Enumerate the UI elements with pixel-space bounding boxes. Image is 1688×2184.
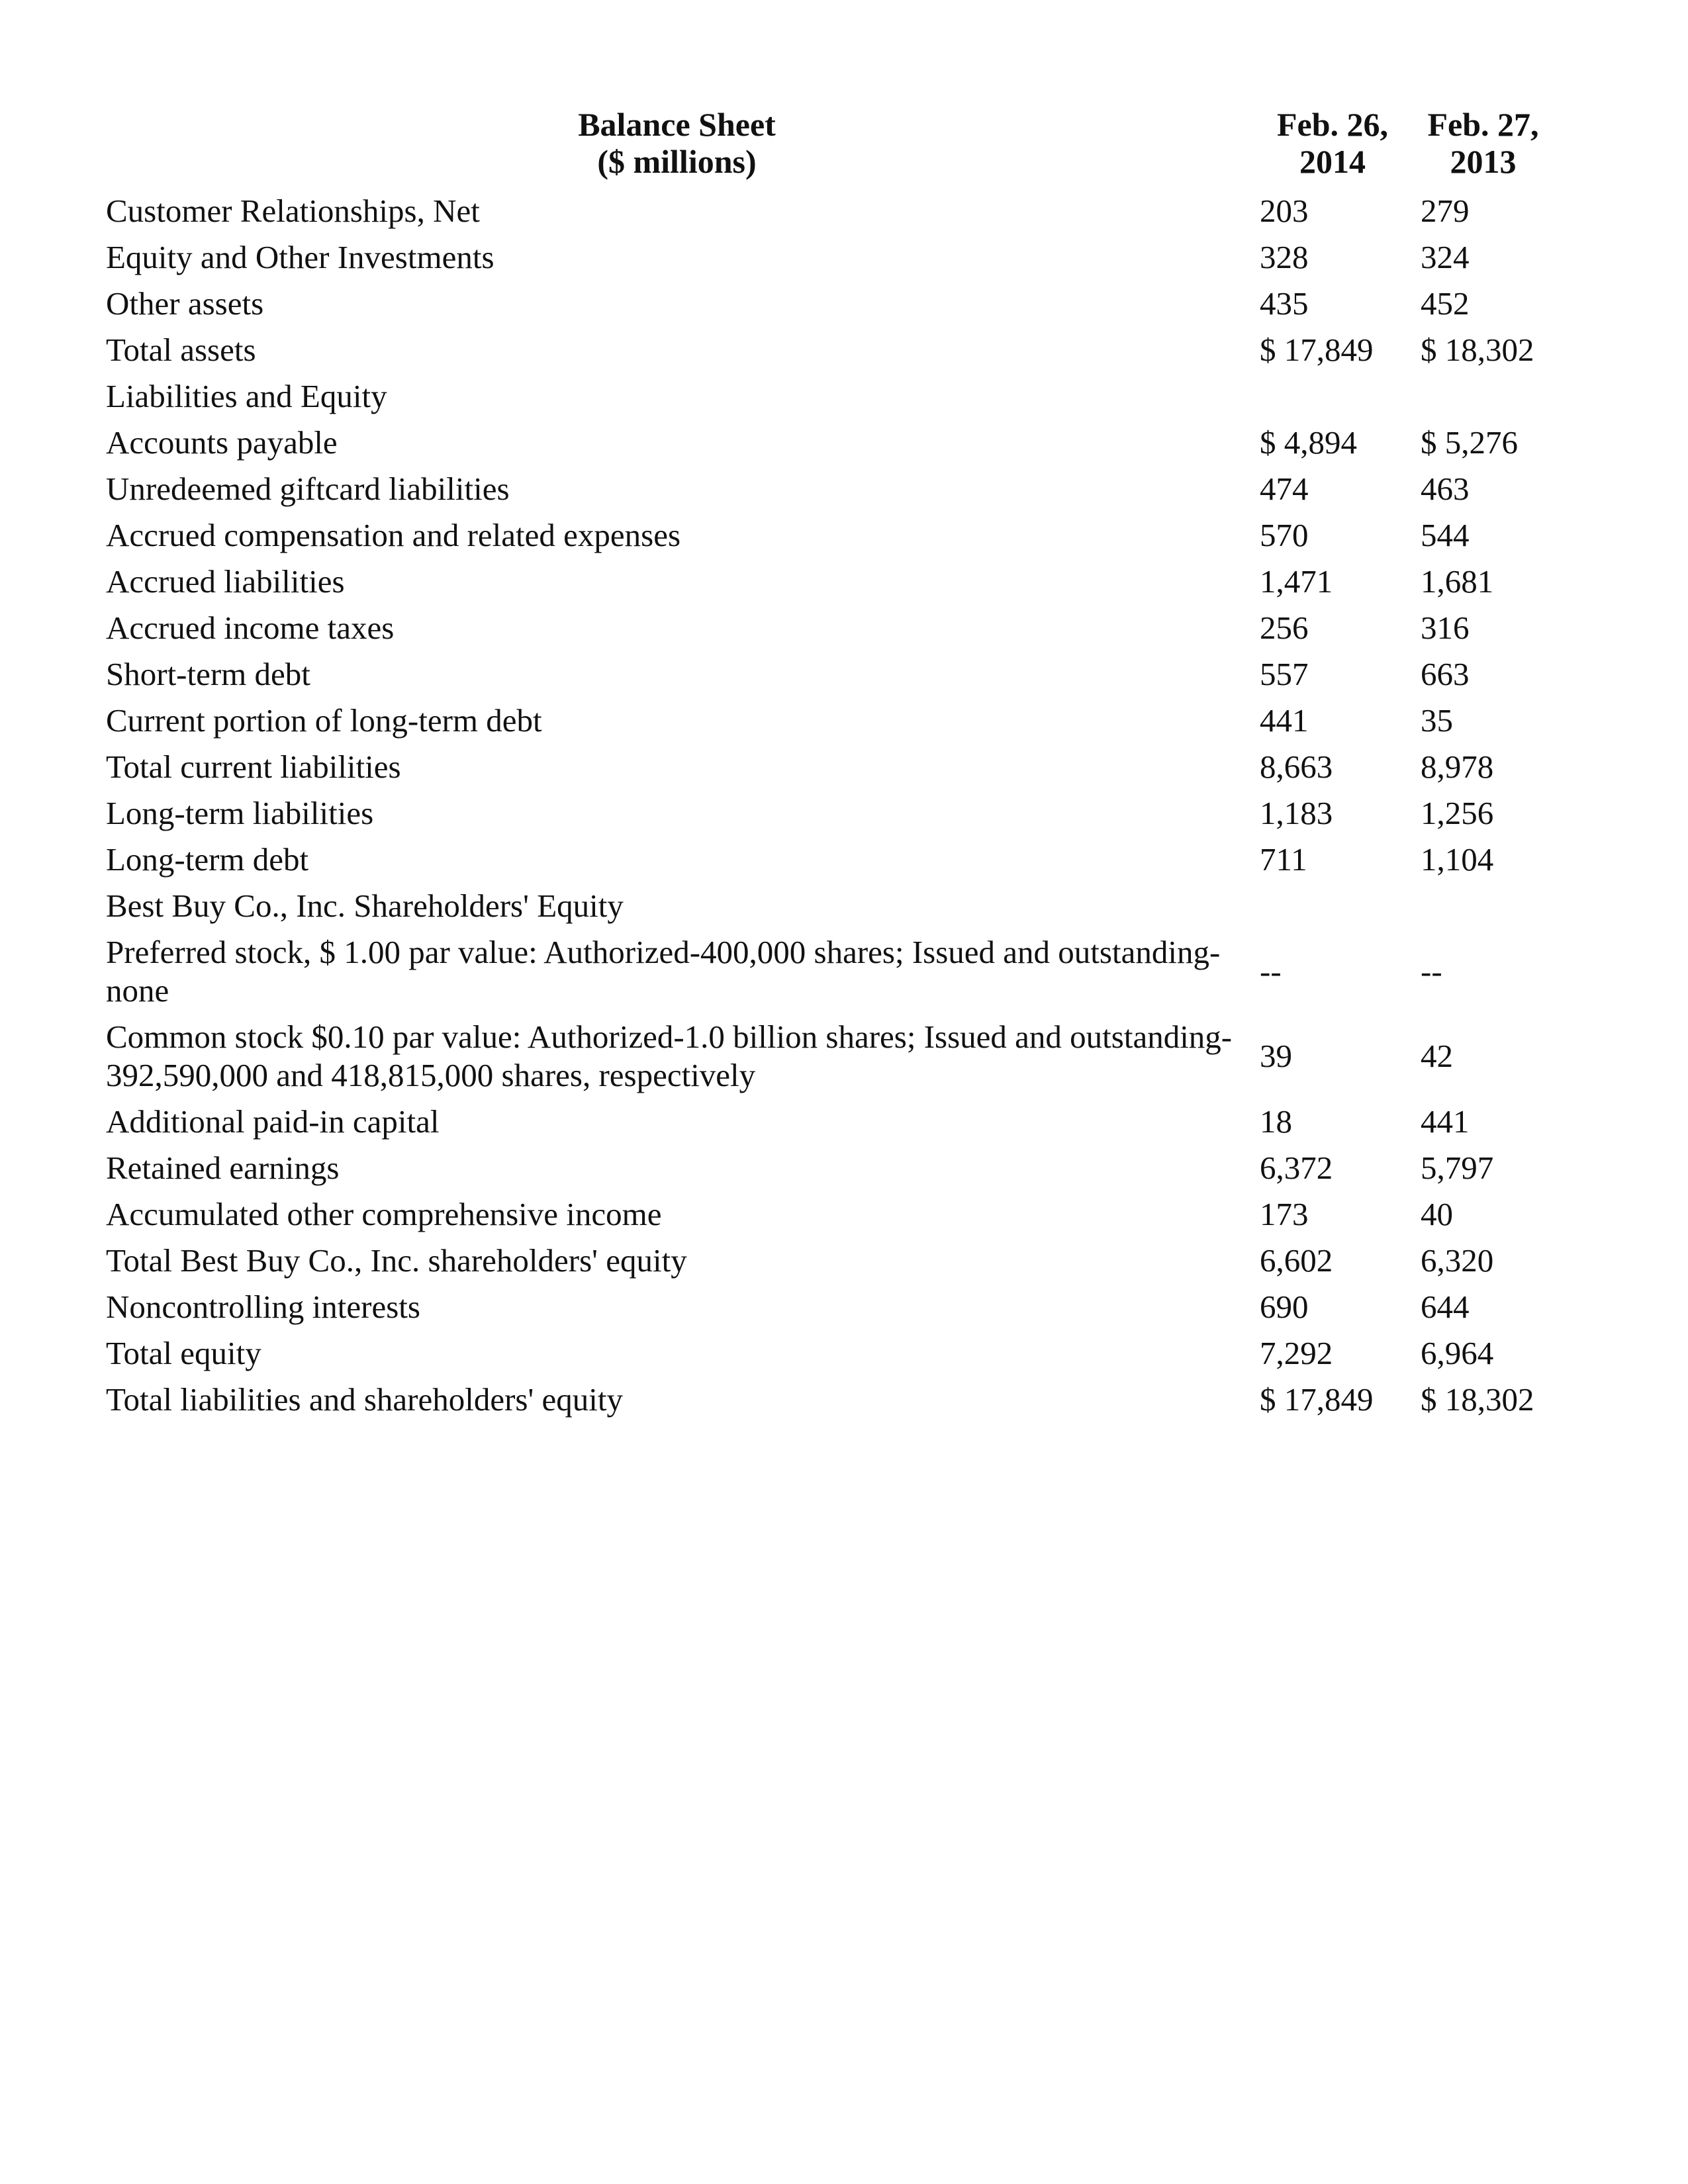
table-row [99, 837, 1556, 883]
value-2014: $ 17,849 [1260, 332, 1374, 368]
value-2013: $ 5,276 [1421, 424, 1518, 461]
row-label: Current portion of long-term debt [106, 702, 542, 739]
value-2013: 42 [1421, 1038, 1453, 1074]
value-2013: $ 18,302 [1421, 1381, 1534, 1418]
table-row [99, 790, 1556, 837]
value-2014: $ 17,849 [1260, 1381, 1374, 1418]
value-2013: 316 [1421, 610, 1470, 646]
value-2013: 279 [1421, 193, 1470, 229]
table-row [99, 420, 1556, 466]
value-2013: 1,256 [1421, 795, 1494, 831]
balance-sheet-table [99, 106, 1556, 1423]
row-label: Additional paid-in capital [106, 1103, 440, 1140]
row-label: Accumulated other comprehensive income [106, 1196, 662, 1232]
row-label: Total assets [106, 332, 256, 368]
value-2014: 1,471 [1260, 563, 1333, 600]
title: Balance Sheet [578, 106, 776, 143]
value-2013: 452 [1421, 285, 1470, 322]
table-row [99, 327, 1556, 373]
table-row [99, 883, 1556, 929]
value-2013: 544 [1421, 517, 1470, 553]
row-label: Short-term debt [106, 656, 310, 692]
value-2014: 256 [1260, 610, 1309, 646]
row-label: Accrued income taxes [106, 610, 395, 646]
row-label: Total current liabilities [106, 749, 401, 785]
table-row [99, 744, 1556, 790]
table-row [99, 1014, 1556, 1099]
row-label: Accrued compensation and related expenses [106, 517, 681, 553]
value-2013: 6,320 [1421, 1242, 1494, 1279]
row-label: Long-term debt [106, 841, 309, 878]
row-label: Retained earnings [106, 1150, 340, 1186]
table-row [99, 466, 1556, 512]
value-2014: 6,372 [1260, 1150, 1333, 1186]
value-2013: 6,964 [1421, 1335, 1494, 1371]
table-row [99, 559, 1556, 605]
table-row [99, 1099, 1556, 1145]
row-label: Total equity [106, 1335, 261, 1371]
value-2013: 644 [1421, 1289, 1470, 1325]
table-row [99, 929, 1556, 1014]
value-2013: 40 [1421, 1196, 1453, 1232]
row-label: Best Buy Co., Inc. Shareholders' Equity [106, 887, 624, 924]
value-2014: 18 [1260, 1103, 1292, 1140]
value-2013: 8,978 [1421, 749, 1494, 785]
table-row [99, 1377, 1556, 1423]
table-row [99, 1330, 1556, 1377]
row-label: Customer Relationships, Net [106, 193, 480, 229]
table-row [99, 512, 1556, 559]
table-row [99, 651, 1556, 698]
value-2013: 1,104 [1421, 841, 1494, 878]
table-row [99, 1238, 1556, 1284]
row-label: Liabilities and Equity [106, 378, 387, 414]
value-2013 [1411, 883, 1556, 929]
value-2013: 35 [1421, 702, 1453, 739]
value-2013: $ 18,302 [1421, 332, 1534, 368]
row-label: Long-term liabilities [106, 795, 374, 831]
value-2013: 1,681 [1421, 563, 1494, 600]
row-label: Total liabilities and shareholders' equity [106, 1381, 624, 1418]
column-header-2014: Feb. 26, 2014 [1276, 106, 1389, 180]
row-label: Equity and Other Investments [106, 239, 494, 275]
row-label: Accrued liabilities [106, 563, 345, 600]
value-2014: 39 [1260, 1038, 1292, 1074]
value-2014: 6,602 [1260, 1242, 1333, 1279]
value-2014: 570 [1260, 517, 1309, 553]
value-2014 [1254, 373, 1411, 420]
row-label: Common stock $0.10 par value: Authorized-1.0 billion shares; Issued and outstanding-392,590,000 and 418,815,000 shares, respectively [106, 1019, 1233, 1093]
table-row [99, 281, 1556, 327]
value-2013: 5,797 [1421, 1150, 1494, 1186]
row-label: Unredeemed giftcard liabilities [106, 471, 510, 507]
row-label: Accounts payable [106, 424, 338, 461]
row-label: Other assets [106, 285, 264, 322]
value-2013: 663 [1421, 656, 1470, 692]
row-label: Noncontrolling interests [106, 1289, 420, 1325]
row-label: Preferred stock, $ 1.00 par value: Authorized-400,000 shares; Issued and outstanding-none [106, 934, 1221, 1009]
value-2014: 328 [1260, 239, 1309, 275]
value-2014: 435 [1260, 285, 1309, 322]
column-header-2013: Feb. 27, 2013 [1427, 106, 1539, 180]
table-row [99, 1145, 1556, 1191]
value-2014: 474 [1260, 471, 1309, 507]
value-2013: -- [1421, 953, 1442, 989]
table-row [99, 188, 1556, 234]
table-row [99, 1191, 1556, 1238]
value-2014: 203 [1260, 193, 1309, 229]
table-row [99, 234, 1556, 281]
value-2014 [1254, 883, 1411, 929]
table-title [99, 106, 1254, 188]
value-2014: 8,663 [1260, 749, 1333, 785]
balance-sheet [99, 106, 1556, 1423]
value-2013 [1411, 373, 1556, 420]
value-2013: 463 [1421, 471, 1470, 507]
table-row [99, 605, 1556, 651]
value-2014: 173 [1260, 1196, 1309, 1232]
row-label: Total Best Buy Co., Inc. shareholders' equity [106, 1242, 687, 1279]
value-2014: 441 [1260, 702, 1309, 739]
table-row [99, 698, 1556, 744]
value-2014: 711 [1260, 841, 1307, 878]
table-row [99, 1284, 1556, 1330]
value-2014: 1,183 [1260, 795, 1333, 831]
value-2014: 557 [1260, 656, 1309, 692]
subtitle: ($ millions) [597, 143, 757, 180]
value-2014: $ 4,894 [1260, 424, 1357, 461]
value-2014: 690 [1260, 1289, 1309, 1325]
value-2014: 7,292 [1260, 1335, 1333, 1371]
header-row [99, 106, 1556, 188]
value-2014: -- [1260, 953, 1282, 989]
value-2013: 441 [1421, 1103, 1470, 1140]
value-2013: 324 [1421, 239, 1470, 275]
table-row [99, 373, 1556, 420]
